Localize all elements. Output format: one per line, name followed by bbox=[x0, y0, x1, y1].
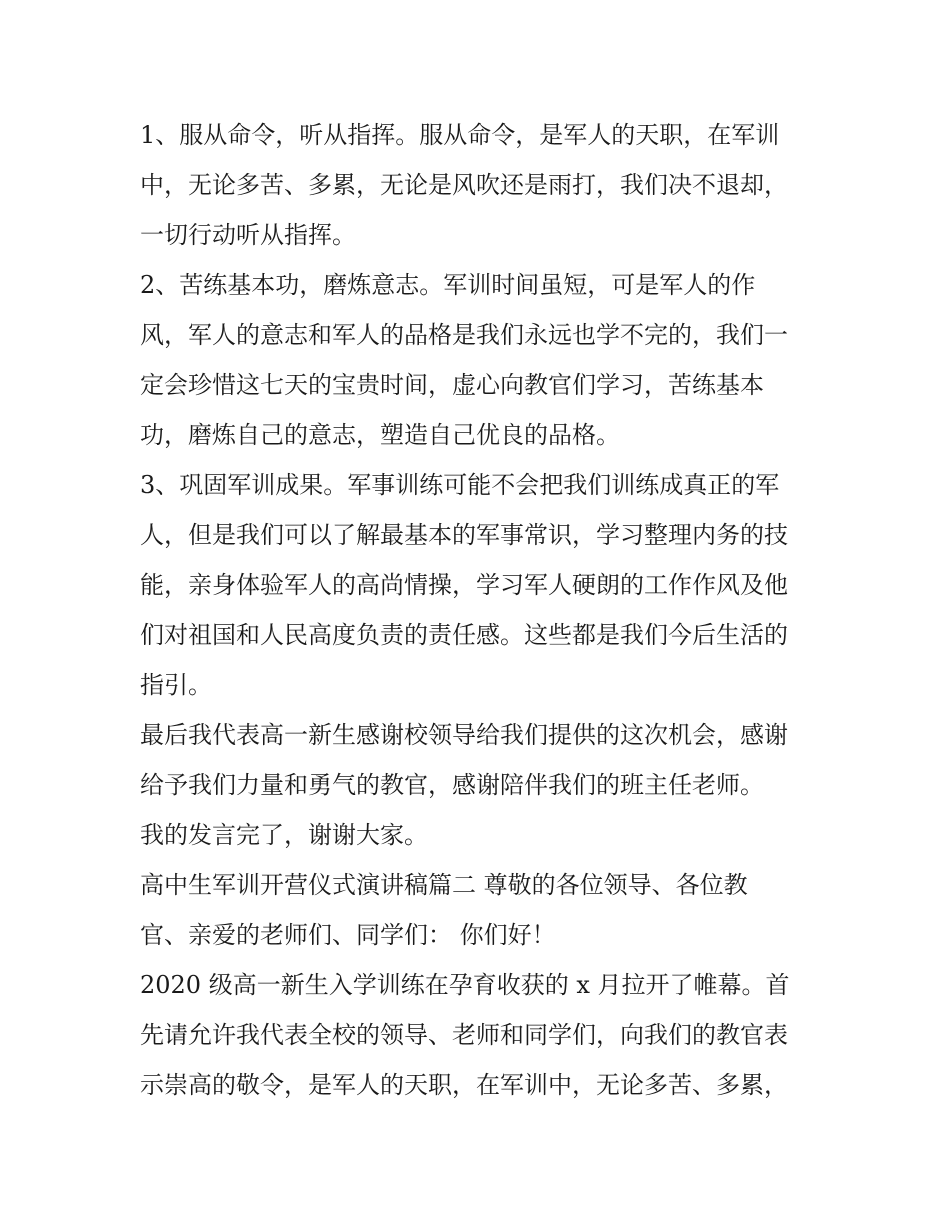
document-body bbox=[140, 110, 820, 1110]
text-line: 官、亲爱的老师们、同学们： 你们好！ bbox=[140, 921, 556, 949]
text-line: 人，但是我们可以了解最基本的军事常识，学习整理内务的技 bbox=[140, 521, 788, 549]
text-line: 风，军人的意志和军人的品格是我们永远也学不完的，我们一 bbox=[140, 321, 788, 349]
text-line: 1、服从命令，听从指挥。服从命令，是军人的天职，在军训 bbox=[140, 121, 780, 149]
text-line: 定会珍惜这七天的宝贵时间，虚心向教官们学习，苦练基本 bbox=[140, 371, 764, 399]
text-line: 一切行动听从指挥。 bbox=[140, 221, 356, 249]
text-line: 高中生军训开营仪式演讲稿篇二 尊敬的各位领导、各位教 bbox=[140, 871, 748, 899]
text-line: 中，无论多苦、多累，无论是风吹还是雨打，我们决不退却， bbox=[140, 171, 788, 199]
text-line: 示崇高的敬令，是军人的天职，在军训中，无论多苦、多累， bbox=[140, 1071, 788, 1099]
text-line: 给予我们力量和勇气的教官，感谢陪伴我们的班主任老师。 bbox=[140, 771, 764, 799]
text-line: 3、巩固军训成果。军事训练可能不会把我们训练成真正的军 bbox=[140, 471, 780, 499]
text-line: 2、苦练基本功，磨炼意志。军训时间虽短，可是军人的作 bbox=[140, 271, 756, 299]
text-line: 我的发言完了，谢谢大家。 bbox=[140, 821, 428, 849]
text-line: 最后我代表高一新生感谢校领导给我们提供的这次机会，感谢 bbox=[140, 721, 788, 749]
text-line: 先请允许我代表全校的领导、老师和同学们，向我们的教官表 bbox=[140, 1021, 788, 1049]
text-line: 们对祖国和人民高度负责的责任感。这些都是我们今后生活的 bbox=[140, 621, 788, 649]
text-line: 能，亲身体验军人的高尚情操，学习军人硬朗的工作作风及他 bbox=[140, 571, 788, 599]
text-line: 功，磨炼自己的意志，塑造自己优良的品格。 bbox=[140, 421, 620, 449]
text-line: 2020 级高一新生入学训练在孕育收获的 x 月拉开了帷幕。首 bbox=[140, 971, 790, 999]
text-line: 指引。 bbox=[140, 671, 212, 699]
